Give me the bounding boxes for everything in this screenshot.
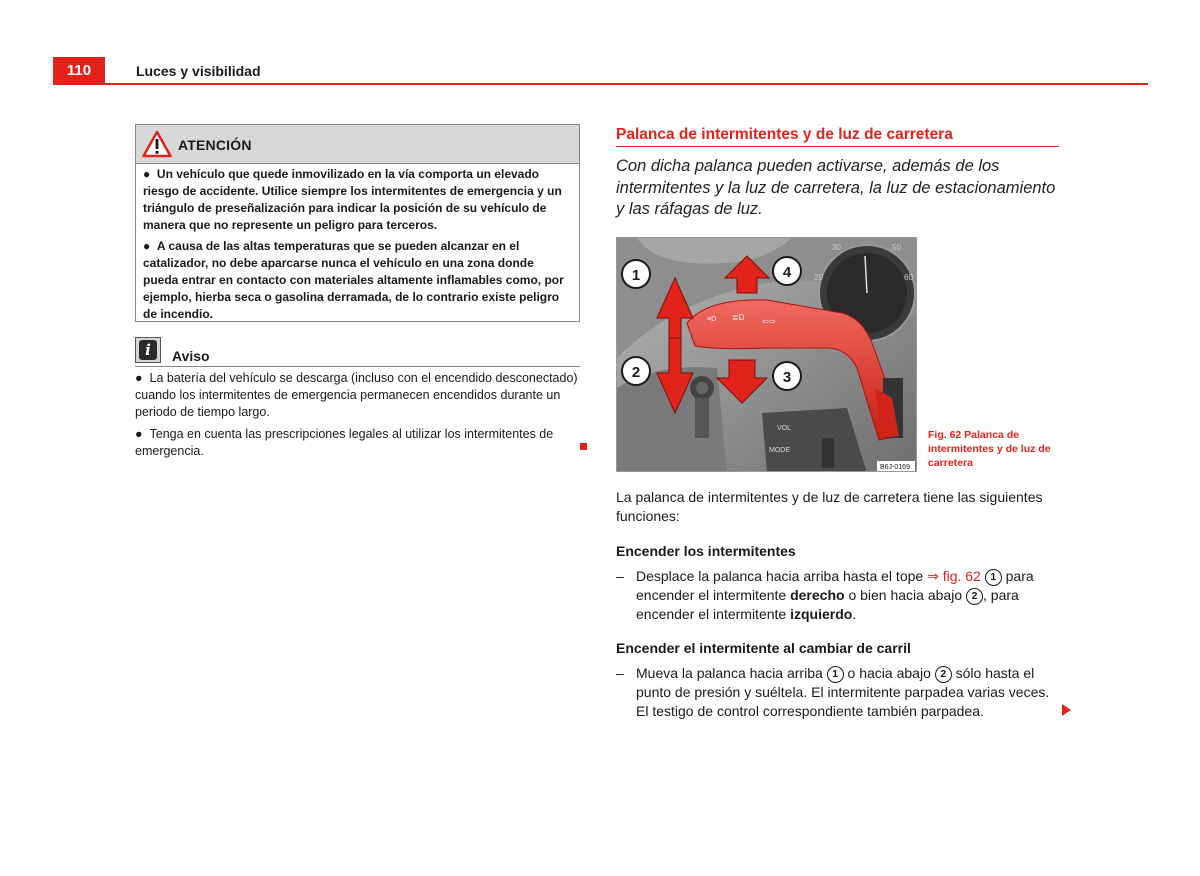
callout-1: 1: [631, 267, 641, 284]
warning-item: ● Un vehículo que quede inmovilizado en la vía comporta un elevado riesgo de accidente. Utilice siempre los intermitentes de emergencia y un triángulo de preseñalización para indicar la posición de su vehículo de manera que no represente un peligro para terceros.: [143, 167, 562, 232]
figure-caption: Fig. 62 Palanca de intermitentes y de luz de carretera: [928, 429, 1051, 469]
section-paragraph: La palanca de intermitentes y de luz de carretera tiene las siguientes funciones:: [616, 489, 1043, 524]
subsection-heading: Encender los intermitentes: [616, 543, 796, 559]
svg-text:≡D: ≡D: [707, 316, 717, 323]
notice-rule: [135, 366, 580, 367]
warning-item: ● A causa de las altas temperaturas que se pueden alcanzar en el catalizador, no debe aparcarse nunca el vehículo en una zona donde pueda entrar en contacto con materiales altamente inflamables como, por ejemplo, hierba seca o gasolina derramada, de lo contrario existe peligro de incendio.: [143, 239, 564, 321]
figure-62: [616, 237, 917, 472]
switch-label: MODE: [769, 447, 790, 454]
turn-signal-lever-illustration: [617, 238, 917, 472]
section-title: Palanca de intermitentes y de luz de carretera: [616, 126, 953, 143]
gauge-label: 60: [904, 273, 913, 282]
gauge-label: 50: [892, 243, 901, 252]
header-rule: [53, 83, 1148, 85]
gauge-label: 20: [814, 273, 823, 282]
callout-2: 2: [631, 364, 641, 381]
notice-item: ● Tenga en cuenta las prescripciones legales al utilizar los intermitentes de emergencia.: [135, 427, 554, 458]
section-intro: Con dicha palanca pueden activarse, además de los intermitentes y la luz de carretera, la luz de estacionamiento y las ráfagas de luz.: [616, 157, 1056, 218]
warning-title: ATENCIÓN: [178, 137, 252, 153]
subsection-heading: Encender el intermitente al cambiar de carril: [616, 640, 911, 656]
callout-4: 4: [782, 264, 792, 281]
section-rule: [616, 146, 1059, 147]
notice-body: [135, 370, 580, 465]
callout-ref: 2: [935, 666, 952, 683]
figure-reference-link[interactable]: ⇒ fig. 62: [927, 568, 981, 584]
callout-3: 3: [782, 369, 792, 386]
svg-text:≣D: ≣D: [732, 313, 745, 322]
warning-header: [136, 125, 579, 164]
gauge-label: 30: [832, 243, 841, 252]
instruction-item: – Desplace la palanca hacia arriba hasta el tope ⇒ fig. 62 1 para encender el intermitente derecho o bien hacia abajo 2 , para encender el intermitente izquierdo.: [616, 568, 1034, 622]
continue-arrow-icon: [1062, 704, 1071, 716]
figure-code: B6J-0169: [880, 464, 910, 471]
warning-triangle-icon: [142, 130, 172, 158]
instruction-item: – Mueva la palanca hacia arriba 1 o hacia abajo 2 sólo hasta el punto de presión y suéltela. El intermitente parpadea varias veces. El testigo de control correspondiente también parpadea.: [616, 665, 1050, 719]
page-number: 110: [53, 57, 105, 85]
notice-item: ● La batería del vehículo se descarga (incluso con el encendido desconectado) cuando los intermitentes de emergencia permanecen encendidos durante un periodo de tiempo largo.: [135, 371, 578, 419]
chapter-title: Luces y visibilidad: [136, 63, 261, 79]
warning-box: [135, 124, 580, 322]
warning-body: [136, 164, 579, 323]
callout-ref: 1: [985, 569, 1002, 586]
callout-ref: 2: [966, 588, 983, 605]
callout-ref: 1: [827, 666, 844, 683]
svg-text:⇦⇨: ⇦⇨: [762, 317, 776, 326]
notice-title: Aviso: [172, 348, 210, 364]
end-of-section-marker: [580, 443, 587, 450]
info-icon: i: [135, 337, 161, 363]
switch-label: VOL: [777, 425, 792, 432]
